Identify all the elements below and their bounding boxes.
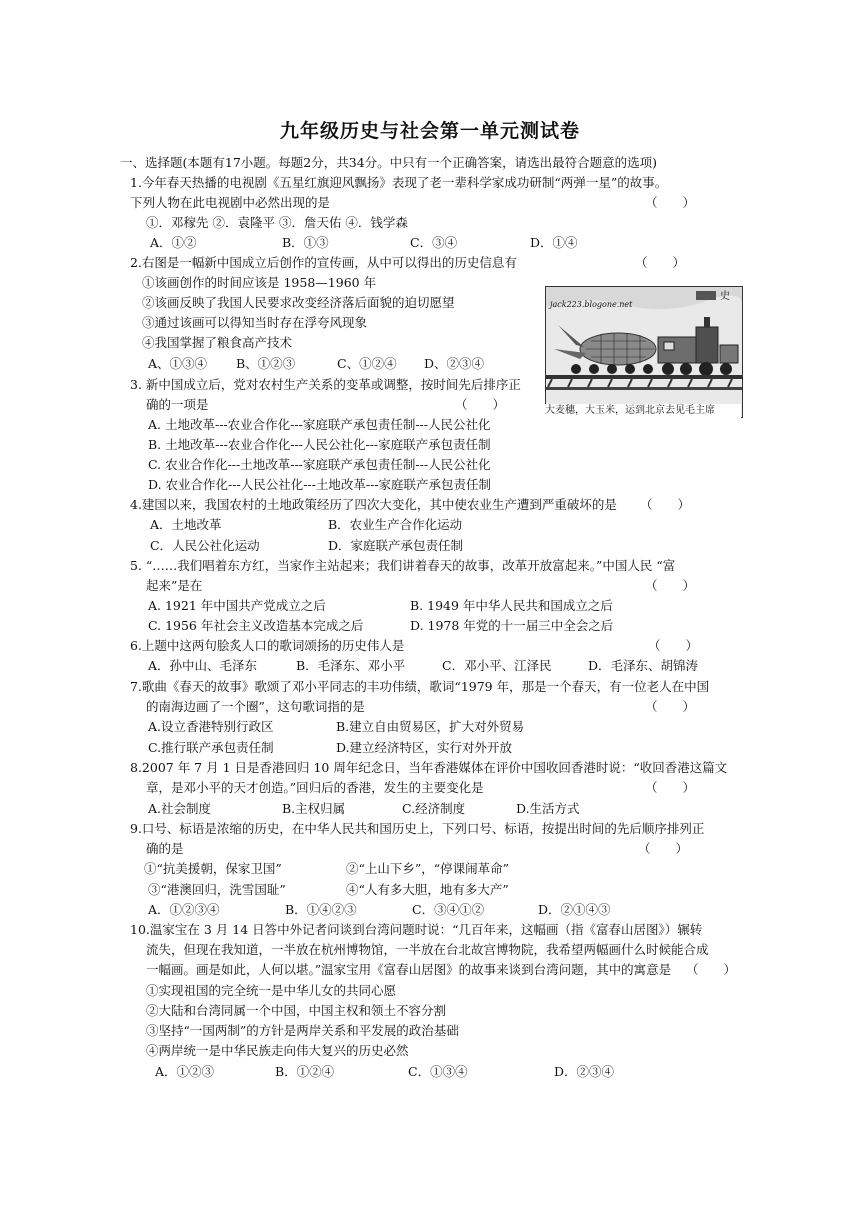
q2-option-c: C、①②④ xyxy=(337,356,397,371)
q8-option-d: D.生活方式 xyxy=(516,801,580,816)
q7-option-c: C.推行联产承包责任制 xyxy=(148,740,274,755)
q2-option-d: D、②③④ xyxy=(424,356,485,371)
q3-stem-line2: 确的一项是 xyxy=(146,397,209,412)
q7-option-a: A.设立香港特别行政区 xyxy=(148,719,274,734)
q4-option-c: C．人民公社化运动 xyxy=(150,538,260,553)
q10-option-a: A．①②③ xyxy=(155,1064,215,1079)
poster-caption: 大麦穗，大玉米，运到北京去见毛主席 xyxy=(545,404,741,418)
q1-stem-line1: 1.今年春天热播的电视剧《五星红旗迎风飘扬》表现了老一辈科学家成功研制“两弹一星”的故事。 xyxy=(130,175,668,190)
page-title: 九年级历史与社会第一单元测试卷 xyxy=(279,120,580,142)
q6-option-c: C．邓小平、江泽民 xyxy=(442,658,552,673)
q5-stem-line2: 起来”是在 xyxy=(146,578,203,593)
q7-option-b: B.建立自由贸易区，扩大对外贸易 xyxy=(336,719,525,734)
q2-option-a: A、①③④ xyxy=(148,356,208,371)
q10-statement-3: ③坚持“一国两制”的方针是两岸关系和平发展的政治基础 xyxy=(146,1023,459,1038)
poster-watermark: jack223.blogone.net xyxy=(550,300,633,309)
q9-slogan-4: ④“人有多大胆，地有多大产” xyxy=(346,882,509,897)
q1-option-b: B．①③ xyxy=(282,235,329,250)
q7-stem-line2: 的南海边画了一个圈”，这句歌词指的是 xyxy=(146,699,365,714)
q1-answer-blank: （ ） xyxy=(645,195,696,210)
q9-option-c: C．③④①② xyxy=(412,902,485,917)
q2-statement-3: ③通过该画可以得知当时存在浮夸风现象 xyxy=(142,315,368,330)
q9-slogan-3: ③“港澳回归，洗雪国耻” xyxy=(148,882,286,897)
q8-option-a: A.社会制度 xyxy=(148,801,212,816)
q8-option-c: C.经济制度 xyxy=(402,801,466,816)
q7-option-d: D.建立经济特区，实行对外开放 xyxy=(336,740,513,755)
q2-stem: 2.右图是一幅新中国成立后创作的宣传画，从中可以得出的历史信息有 xyxy=(130,255,517,270)
q10-option-d: D．②③④ xyxy=(554,1064,615,1079)
q6-option-a: A．孙中山、毛泽东 xyxy=(148,658,258,673)
q10-option-c: C．①③④ xyxy=(408,1064,468,1079)
svg-text:史: 史 xyxy=(720,291,730,302)
q10-stem-line3: 一幅画。画是如此，人何以堪。”温家宝用《富春山居图》的故事来谈到台湾问题，其中的寓意是 xyxy=(146,962,672,977)
section-heading: 一、选择题(本题有17小题。每题2分，共34分。中只有一个正确答案，请选出最符合题意的选项) xyxy=(120,155,658,170)
q4-option-b: B．农业生产合作化运动 xyxy=(328,517,463,532)
q10-answer-blank: （ ） xyxy=(686,962,737,977)
q3-stem-line1: 3. 新中国成立后，党对农村生产关系的变革或调整，按时间先后排序正 xyxy=(130,377,521,392)
q9-option-a: A．①②③④ xyxy=(148,902,220,917)
q2-option-b: B、①②③ xyxy=(236,356,296,371)
q3-option-c: C. 农业合作化---土地改革---家庭联产承包责任制---人民公社化 xyxy=(148,457,491,472)
q10-option-b: B．①②④ xyxy=(275,1064,335,1079)
q9-stem-line1: 9.口号、标语是浓缩的历史，在中华人民共和国历史上，下列口号、标语，按提出时间的先后顺序排列正 xyxy=(130,821,705,836)
q8-stem-line1: 8.2007 年 7 月 1 日是香港回归 10 周年纪念日，当年香港媒体在评价中国收回香港时说：“收回香港这篇文 xyxy=(130,760,728,775)
q8-stem-line2: 章，是邓小平的天才创造。”回归后的香港，发生的主要变化是 xyxy=(146,780,484,795)
q10-stem-line1: 10.温家宝在 3 月 14 日答中外记者问谈到台湾问题时说：“几百年来，这幅画（指《富春山居图》）辗转 xyxy=(130,922,703,937)
q2-statement-4: ④我国掌握了粮食高产技术 xyxy=(142,335,293,350)
q7-answer-blank: （ ） xyxy=(645,699,696,714)
q4-stem: 4.建国以来，我国农村的土地政策经历了四次大变化，其中使农业生产遭到严重破坏的是 xyxy=(130,497,617,512)
q3-option-a: A. 土地改革---农业合作化---家庭联产承包责任制---人民公社化 xyxy=(148,417,491,432)
q4-answer-blank: （ ） xyxy=(640,497,691,512)
q6-answer-blank: （ ） xyxy=(648,638,699,653)
q7-stem-line1: 7.歌曲《春天的故事》歌颂了邓小平同志的丰功伟绩，歌词“1979 年，那是一个春天，有一位老人在中国 xyxy=(130,679,710,694)
q10-statement-2: ②大陆和台湾同属一个中国，中国主权和领土不容分割 xyxy=(146,1003,447,1018)
q5-option-a: A. 1921 年中国共产党成立之后 xyxy=(148,598,326,613)
q9-stem-line2: 确的是 xyxy=(146,841,184,856)
q5-option-d: D. 1978 年党的十一届三中全会之后 xyxy=(410,618,614,633)
q1-stem-line2: 下列人物在此电视剧中必然出现的是 xyxy=(130,195,331,210)
q6-option-d: D．毛泽东、胡锦涛 xyxy=(588,658,699,673)
q4-option-d: D．家庭联产承包责任制 xyxy=(328,538,464,553)
q10-stem-line2: 流失，但现在我知道，一半放在杭州博物馆，一半放在台北故宫博物院，我希望两幅画什么时候能合成 xyxy=(146,942,709,957)
q10-statement-4: ④两岸统一是中华民族走向伟大复兴的历史必然 xyxy=(146,1043,409,1058)
q9-slogan-1: ①“抗美援朝，保家卫国” xyxy=(144,861,282,876)
q4-option-a: A．土地改革 xyxy=(150,517,222,532)
q6-option-b: B．毛泽东、邓小平 xyxy=(296,658,406,673)
q9-option-d: D．②①④③ xyxy=(538,902,611,917)
q9-option-b: B．①④②③ xyxy=(285,902,357,917)
q8-option-b: B.主权归属 xyxy=(282,801,346,816)
q8-answer-blank: （ ） xyxy=(645,780,696,795)
q5-option-b: B. 1949 年中华人民共和国成立之后 xyxy=(410,598,613,613)
q9-answer-blank: （ ） xyxy=(638,841,689,856)
q1-items: ①．邓稼先 ②．袁隆平 ③．詹天佑 ④．钱学森 xyxy=(146,215,408,230)
q3-answer-blank: （ ） xyxy=(455,397,506,412)
q2-statement-2: ②该画反映了我国人民要求改变经济落后面貌的迫切愿望 xyxy=(142,295,455,310)
q5-stem-line1: 5. “……我们唱着东方红，当家作主站起来；我们讲着春天的故事，改革开放富起来。”中国人民 “富 xyxy=(130,558,676,573)
q1-option-a: A．①② xyxy=(150,235,197,250)
q2-answer-blank: （ ） xyxy=(635,255,686,270)
q3-option-b: B. 土地改革---农业合作化---人民公社化---家庭联产承包责任制 xyxy=(148,437,491,452)
q9-slogan-2: ②“上山下乡”，“停课闹革命” xyxy=(346,861,510,876)
q6-stem: 6.上题中这两句脍炙人口的歌词颂扬的历史伟人是 xyxy=(130,638,405,653)
q5-option-c: C. 1956 年社会主义改造基本完成之后 xyxy=(148,618,364,633)
q5-answer-blank: （ ） xyxy=(645,578,696,593)
q1-option-c: C．③④ xyxy=(410,235,458,250)
q3-option-d: D. 农业合作化---人民公社化---土地改革---家庭联产承包责任制 xyxy=(148,477,492,492)
q10-statement-1: ①实现祖国的完全统一是中华儿女的共同心愿 xyxy=(146,983,397,998)
q2-statement-1: ①该画创作的时间应该是 1958—1960 年 xyxy=(142,275,377,290)
q1-option-d: D．①④ xyxy=(530,235,578,250)
